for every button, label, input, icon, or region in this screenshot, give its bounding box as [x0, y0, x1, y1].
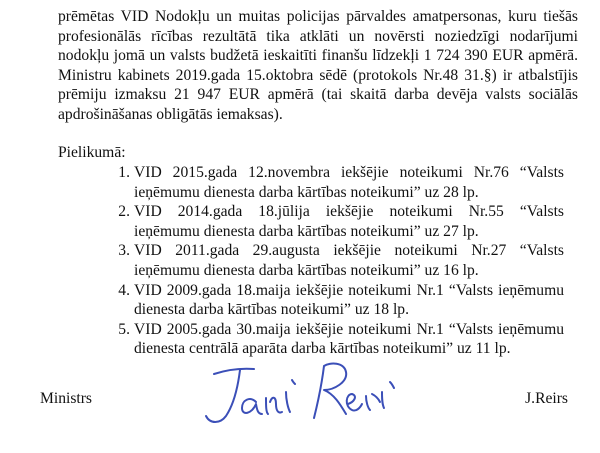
body-line: prēmētas VID Nodokļu un muitas policijas pārvaldes amatpersonas, kuru tiešās	[58, 8, 578, 25]
signature-stroke	[382, 392, 384, 408]
attachment-number: 1.	[118, 164, 130, 181]
body-paragraph	[58, 7, 578, 125]
body-line: Ministru kabinets 2019.gada 15.oktobra sēdē (protokols Nr.48 31.§) ir atbalstījis	[58, 66, 578, 84]
attachments-heading: Pielikumā:	[58, 144, 126, 161]
attachment-number: 2.	[118, 203, 130, 221]
body-line: apdrošināšanas obligātās iemaksas).	[58, 105, 283, 123]
handwritten-signature	[196, 352, 416, 434]
signature-stroke	[390, 382, 394, 388]
attachment-line: VID 2014.gada 18.jūlija iekšējie noteikumi Nr.55 “Valsts	[134, 203, 564, 221]
attachments-list	[118, 163, 564, 359]
attachment-line: VID 2011.gada 29.augusta iekšējie noteikumi Nr.27 “Valsts	[134, 242, 564, 260]
attachment-number: 5.	[118, 320, 130, 338]
attachment-item	[118, 202, 564, 241]
attachment-line: dienesta centrālā aparāta darba kārtības noteikumi” uz 11 lp.	[134, 340, 511, 358]
attachment-line: ieņēmumu dienesta darba kārtības noteikumi” uz 28 lp.	[134, 183, 479, 201]
signature-stroke	[242, 399, 262, 414]
body-line: nodokļu jomā un valsts budžetā ieskaitīti finanšu līdzekļi 1 724 390 EUR apmērā.	[58, 47, 578, 65]
attachment-line: dienesta darba kārtības noteikumi” uz 18 lp.	[134, 301, 409, 319]
signature-stroke	[286, 392, 290, 412]
body-line: prēmiju izmaksu 21 947 EUR apmērā (tai skaitā darba devēja valsts sociālās	[58, 86, 578, 104]
body-line: profesionālās rīcības rezultātā tika atklāti un novērsti noziedzīgi nodarījumi	[58, 27, 578, 45]
signature-stroke	[314, 364, 346, 418]
attachment-number: 4.	[118, 281, 130, 299]
signatory-name: J.Reirs	[525, 390, 568, 407]
attachment-line: ieņēmumu dienesta darba kārtības noteikumi” uz 27 lp.	[134, 222, 479, 240]
signature-stroke	[347, 394, 362, 411]
attachment-line: VID 2005.gada 30.maija iekšējie noteikumi Nr.1 “Valsts ieņēmumu	[134, 320, 564, 338]
signatory-title: Ministrs	[40, 390, 92, 407]
attachment-item	[118, 241, 564, 280]
attachment-number: 3.	[118, 242, 130, 260]
signature-stroke	[292, 380, 295, 384]
signature-stroke	[366, 394, 380, 410]
attachment-line: VID 2015.gada 12.novembra iekšējie noteikumi Nr.76 “Valsts	[134, 164, 564, 181]
attachment-line: VID 2009.gada 18.maija iekšējie noteikumi Nr.1 “Valsts ieņēmumu	[134, 281, 564, 299]
signature-stroke	[266, 398, 282, 414]
signature-stroke	[206, 369, 254, 422]
attachment-item	[118, 163, 564, 202]
attachment-item	[118, 281, 564, 320]
attachment-line: ieņēmumu dienesta darba kārtības noteikumi” uz 16 lp.	[134, 261, 479, 279]
